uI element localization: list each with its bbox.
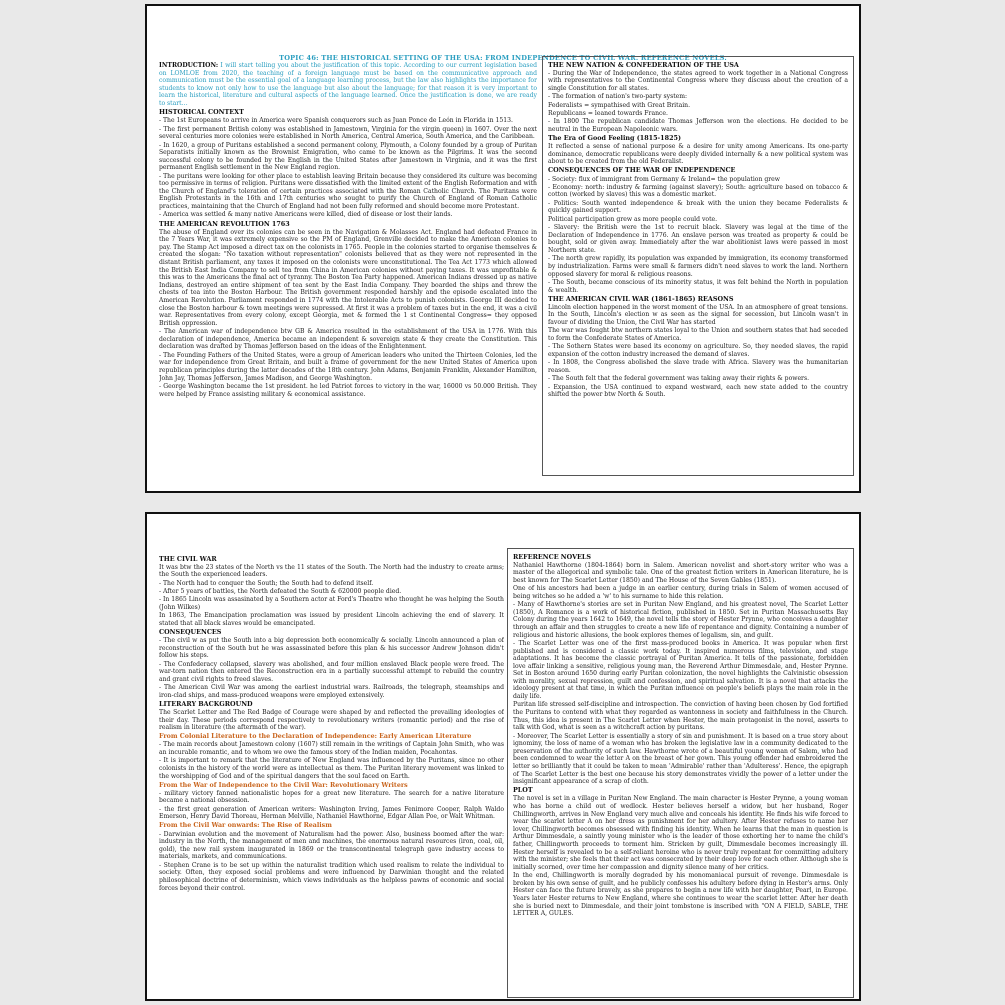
paragraph: - America was settled & many native Americans were killed, died of disease or lost their lands. xyxy=(159,211,453,219)
section-heading: LITERARY BACKGROUND xyxy=(159,699,253,708)
paragraph: Republicans = leaned towards France. xyxy=(548,109,668,117)
paragraph: Political participation grew as more people could vote. xyxy=(548,215,718,223)
paragraph: It was btw the 23 states of the North vs the 11 states of the South. The North had the industry to create arms; the South the experienced leaders. xyxy=(159,563,504,579)
paragraph: - The Scarlet Letter was one of the first mass-produced books in America. It was popular when first published and is considered a classic work today. It inspired numerous films, television, and stage adaptations. It has become the classic portrayal of Puritan America. It tells of the passionate, forbidden love affair linking a sensitive, religious young man, the Reverend Arthur Dimmesdale, and, Hester Prynne. Set in Boston around 1650 during early Puritan colonization, the novel highlights the Calvinistic obsession with morality, sexual repression, guilt and confession, and spiritual salvation. It is a novel that attacks the ideology present at that time, in which the Puritan influence on people's beliefs plays the main role in the daily life. xyxy=(513,639,848,701)
paragraph: - The north grew rapidly, its population was expanded by immigration, its economy transformed by industrialization. Farms were small & farmers didn't need slaves to work the land. Northern opposed slavery for moral & religious reasons. xyxy=(548,255,848,278)
paragraph: - Darwinian evolution and the movement of Naturalism had the power. Also, business boomed after the war: industry in the North, the management of men and machines, the enormous natural resources (iron, coal, oil, gold), the new rail system inaugurated in 1869 or the transcontinental telegraph gave industry access to materials, markets, and communications. xyxy=(159,830,504,861)
paragraph: - Stephen Crane is to be set up within the naturalist tradition which used realism to relate the individual to society. Often, they exposed social problems and were influenced by Darwinian thought and the related philosophical doctrine of determinism, which views individuals as the helpless pawns of economic and social forces beyond their control. xyxy=(159,861,504,892)
paragraph: - The Confederacy collapsed, slavery was abolished, and four million enslaved Black people were freed. The war-torn nation then entered the Reconstruction era in a partially successful attempt to rebuild the country and grant civil rights to freed slaves. xyxy=(159,660,504,683)
paragraph: - In 1808, the Congress abolished the slave trade with Africa. Slavery was the humanitarian reason. xyxy=(548,359,848,374)
section-heading: THE AMERICAN REVOLUTION 1763 xyxy=(159,219,290,228)
section-heading: THE AMERICAN CIVIL WAR (1861-1865) REASONS xyxy=(548,294,734,303)
right-column xyxy=(542,56,854,476)
paragraph: - Economy: north: industry & farming (against slavery); South: agriculture based on tobacco & cotton (worked by slaves) this was a domestic market. xyxy=(548,183,848,199)
paragraph: - The South felt that the federal government was taking away their rights & powers. xyxy=(548,375,810,383)
left-column xyxy=(159,554,504,996)
section-heading: THE CIVIL WAR xyxy=(159,554,217,563)
paragraph: - George Washington became the 1st president. he led Patriot forces to victory in the war, 16000 vs 50.000 British. They were helped by France assisting military & economical assistance. xyxy=(159,382,537,398)
paragraph: - The civil w as put the South into a big depression both economically & socially. Lincoln announced a plan of reconstruction of the South but he was assassinated before this plan & his successor Andrew Johnson didn't follow his steps. xyxy=(159,637,504,660)
section-subheading: From the Civil War onwards: The Rise of Realism xyxy=(159,822,332,830)
paragraph: - Expansion, the USA continued to expand westward, each new state added to the country shifted the power btw North & South. xyxy=(548,383,848,399)
paragraph: - The puritans were looking for other place to establish leaving Britain because they considered its culture was becoming too permissive in terms of religion. Puritans were dissatisfied with the limited extent of the English Reformation and with the Church of England's toleration of certain practices associated with the Roman Catholic Church. The Puritans were English Protestants in the 16th and 17th centuries who sought to purify the Church of England of Roman Catholic practices, maintaining that the Church of England had not been fully reformed and should become more Protestant. xyxy=(159,172,537,211)
introduction-label: INTRODUCTION: xyxy=(159,62,219,69)
paragraph: - The first permanent British colony was established in Jamestown, Virginia for the virgin queen) in 1607. Over the next several centuries more colonies were established in North America, Central America, South America, and the Caribbean. xyxy=(159,125,537,141)
paragraph: Puritan life stressed self-discipline and introspection. The conviction of having been chosen by God fortified the Puritans to contend with what they regarded as wantonness in society and faithfulness in the Church. Thus, this idea is present in The Scarlet Letter when Hester, the main protagonist in the novel, asserts to talk with God, what is seen as a witchcraft action by puritans. xyxy=(513,701,848,732)
section-heading: CONSEQUENCES xyxy=(159,628,222,637)
introduction-text: I will start telling you about the justification of this topic. According to our current legislation based on LOMLOE from 2020, the teaching of a foreign language must be based on the communicative approach and communication must be the essential goal of a language learning process, but the law also highlights the importance for students to know not only how to use the language but also about the language; for that reason it is very important to learn the historical, literature and cultural aspects of the language learned. Once the justification is done, we are ready to start… xyxy=(159,62,537,107)
paragraph: One of his ancestors had been a judge in an earlier century, during trials in Salem of women accused of being witches so he added a 'w' to his surname to hide this relation. xyxy=(513,585,848,600)
section-subheading: From Colonial Literature to the Declaration of Independence: Early American Literature xyxy=(159,733,472,741)
paragraph: - The South, became conscious of its minority status, it was felt behind the North in population & wealth. xyxy=(548,279,848,294)
paragraph: - In 1865 Lincoln was assasinated by a Southern actor at Ford's Theatre who thought he was helping the South (John Wilkes) xyxy=(159,596,504,611)
paragraph: The war was fought btw northern states loyal to the Union and southern states that had seceded to form the Confederate States of America. xyxy=(548,327,848,342)
paragraph: Federalists = sympathised with Great Britain. xyxy=(548,101,691,109)
paragraph: - The 1st Europeans to arrive in America were Spanish conquerors such as Juan Ponce de León in Florida in 1513. xyxy=(159,117,513,125)
paragraph: - During the War of Independence, the states agreed to work together in a National Congress with representatives to the Continental Congress where they discuss about the creation of a single Constitution for all states. xyxy=(548,69,848,92)
paragraph: - Society: flux of immigrant from Germany & Ireland= the population grew xyxy=(548,175,780,183)
section-heading: HISTORICAL CONTEXT xyxy=(159,108,244,117)
paragraph: The abuse of England over its colonies can be seen in the Navigation & Molasses Act. England had defeated France in the 7 Years War, it was extremely expensive so the PM of England, Grenville decided to make the American colonies to pay. The Stamp Act imposed a direct tax on the colonists in 1765. People in the colonies started to organise themselves & created the slogan: "No taxation without representation" colonists believed that as they were not represented in the distant British parliament, any taxes it imposed on the colonists were unconstitutional. The Tea Act 1773 which allowed the British East India Company to sell tea from China in American colonies without paying taxes. It was unprofitable & this was to the Americans the final act of tyranny. The Boston Tea Party happened. American Indians dressed up as native Indians, destroyed an entire shipment of tea sent by the East India Company. They boarded the ships and threw the chests of tea into the Boston Harbour. The British government responded harshly and the episode escalated into the American Revolution. Parliament responded in 1774 with the Intolerable Acts to punish colonists. George III decided to close the Boston harbour & town meetings were supressed. At first it was a problem of taxes but in the end, it was a civil war. Representatives from every colony, except Georgia, met & formed the 1 st Continental Congress= they opposed British oppression. xyxy=(159,228,537,327)
paragraph: It reflected a sense of national purpose & a desire for unity among Americans. Its one-party dominance, democratic republicans were deeply divided internally & a new political system was about to be created from the old Federalist. xyxy=(548,143,848,166)
section-heading: PLOT xyxy=(513,786,533,795)
paragraph: - military victory fanned nationalistic hopes for a great new literature. The search for a native literature became a national obsession. xyxy=(159,789,504,805)
paragraph: In 1863, The Emancipation proclamation was issued by president Lincoln achieving the end of slavery. It stated that all black slaves would be emancipated. xyxy=(159,612,504,627)
paragraph: - In 1620, a group of Puritans established a second permanent colony, Plymouth, a Colony founded by a group of Puritan Separatists initially known as the Brownist Emigration, who came to be known as the Pilgrims. It was the second successful colony to be founded by the English in the United States after Jamestown in Virginia, and it was the first permanent English settlement in the New England region. xyxy=(159,141,537,172)
section-subheading: From the War of Independence to the Civil War: Revolutionary Writers xyxy=(159,781,408,789)
paragraph: - The American Civil War was among the earliest industrial wars. Railroads, the telegraph, steamships and iron-clad ships, and mass-produced weapons were employed extensively. xyxy=(159,684,504,699)
document-page-1 xyxy=(145,4,861,493)
paragraph: - After 5 years of battles, the North defeated the South & 620000 people died. xyxy=(159,587,402,595)
paragraph: - The main records about Jamestown colony (1607) still remain in the writings of Captain John Smith, who was an incurable romantic, and to whom we owe the famous story of the Indian maiden, Pocahontas. xyxy=(159,741,504,757)
paragraph: - The North had to conquer the South; the South had to defend itself. xyxy=(159,579,374,587)
section-heading: REFERENCE NOVELS xyxy=(513,552,592,561)
paragraph: The Scarlet Letter and The Red Badge of Courage were shaped by and reflected the prevailing ideologies of their day. These periods correspond respectively to revolutionary writers (romantic period) and the rise of realism in literature (the aftermath of the war). xyxy=(159,709,504,732)
section-heading: THE NEW NATION & CONFEDERATION OF THE USA xyxy=(548,60,739,69)
paragraph: - Politics: South wanted independence & break with the union they became Federalists & quickly gained support. xyxy=(548,199,848,215)
paragraph: - The Sothern States were based its economy on agriculture. So, they needed slaves, the rapid expansion of the cotton industry increased the demand of slaves. xyxy=(548,343,848,358)
paragraph: - In 1800 The republican candidate Thomas Jefferson won the elections. He decided to be neutral in the European Napoleonic wars. xyxy=(548,118,848,133)
page-title: TOPIC 46: THE HISTORICAL SETTING OF THE USA: FROM INDEPENDENCE TO CIVIL WAR. REFERENCE NOVELS. xyxy=(279,54,727,62)
document-page-2 xyxy=(145,512,861,1001)
section-heading: The Era of Good Feeling (1815-1825) xyxy=(548,134,681,143)
paragraph: - The formation of nation's two-party system: xyxy=(548,93,688,101)
paragraph: Nathaniel Hawthorne (1804-1864) born in Salem. American novelist and short-story writer who was a master of the allegorical and symbolic tale. One of the greatest fiction writers in American literature, he is best known for The Scarlet Letter (1850) and The House of the Seven Gables (1851). xyxy=(513,561,848,584)
paragraph: - It is important to remark that the literature of New England was influenced by the Puritans, since no other colonists in the history of the world were as intellectual as them. The Puritan literary movement was linked to the worshipping of God and of the spiritual dangers that the soul faced on Earth. xyxy=(159,757,504,780)
introduction-paragraph xyxy=(159,62,537,108)
paragraph: - the first great generation of American writers: Washington Irving, James Fenimore Cooper, Ralph Waldo Emerson, Henry David Thoreau, Herman Melville, Nathaniel Hawthorne, Edgar Allan Poe, or Walt Whitman. xyxy=(159,805,504,821)
section-heading: CONSEQUENCES OF THE WAR OF INDEPENDENCE xyxy=(548,166,736,175)
paragraph: The novel is set in a village in Puritan New England. The main character is Hester Prynne, a young woman who has borne a child out of wedlock. Hester believes herself a widow, but her husband, Roger Chillingworth, arrives in New England very much alive and conceals his identity. He finds his wife forced to wear the scarlet letter A on her dress as punishment for her adultery. After Hester refuses to name her lover, Chillingworth becomes obsessed with finding his identity. When he learns that the man in question is Arthur Dimmesdale, a saintly young minister who is the leader of those exhorting her to name the child's father, Chillingworth proceeds to torment him. Stricken by guilt, Dimmesdale becomes increasingly ill. Hester herself is revealed to be a self-reliant heroine who is never truly repentant for committing adultery with the minister; she feels that their act was consecrated by their deep love for each other. Although she is initially scorned, over time her compassion and dignity silence many of her critics. xyxy=(513,795,848,871)
paragraph: - Slavery: the British were the 1st to recruit black. Slavery was legal at the time of the Declaration of Independence in 1776. An enslave person was treated as property & could be bought, sold or given away. Immediately after the war abolitionist laws were passed in most Northern state. xyxy=(548,224,848,255)
paragraph: - Many of Hawthorne's stories are set in Puritan New England, and his greatest novel, The Scarlet Letter (1850), A Romance is a work of historical fiction, published in 1850. Set in Puritan Massachusetts Bay Colony during the years 1642 to 1649, the novel tells the story of Hester Prynne, who conceives a daughter through an affair and then struggles to create a new life of repentance and dignity. Containing a number of religious and historic allusions, the book explores themes of legalism, sin, and guilt. xyxy=(513,601,848,639)
right-column xyxy=(507,548,854,998)
paragraph: In the end, Chillingworth is morally degraded by his monomaniacal pursuit of revenge. Dimmesdale is broken by his own sense of guilt, and he publicly confesses his adultery before dying in Hester's arms. Only Hester can face the future bravely, as she prepares to begin a new life with her daughter, Pearl, in Europe. Years later Hester returns to New England, where she continues to wear the scarlet letter. After her death she is buried next to Dimmesdale, and their joint tombstone is inscribed with "ON A FIELD, SABLE, THE LETTER A, GULES. xyxy=(513,872,848,918)
left-column xyxy=(159,62,537,482)
paragraph: - The Founding Fathers of the United States, were a group of American leaders who united the Thirteen Colonies, led the war for independence from Great Britain, and built a frame of government for the new United States of America upon republican principles during the latter decades of the 18th century. John Adams, Benjamin Franklin, Alexander Hamilton, John Jay, Thomas Jefferson, James Madison, and George Washington. xyxy=(159,351,537,382)
paragraph: - The American war of independence btw GB & America resulted in the establishment of the USA in 1776. With this declaration of independence, America became an independent & sovereign state & they create the Constitution. This declaration was drafted by Thomas Jefferson based on the ideas of the Enlightenment. xyxy=(159,328,537,351)
paragraph: - Moreover, The Scarlet Letter is essentially a story of sin and punishment. It is based on a true story about ignominy, the loss of name of a woman who has broken the legislative law in a community dedicated to the preservation of the authority of such law. Hawthorne wrote of a beautiful young woman of Salem, who had been condemned to wear the letter A on the breast of her gown. This young offender had embroidered the letter so brilliantly that it could be taken to mean 'Admirable' rather than 'Adulteress'. Hence, the epigraph of The Scarlet Letter is the best one because his story demonstrates vividly the power of a letter under the insignificant appearance of a scrap of cloth. xyxy=(513,732,848,786)
paragraph: Lincoln election happened in the worst moment of the USA. In an atmosphere of great tensions. In the South, Lincoln's election w as seen as the signal for secession, but Lincoln wasn't in favour of dividing the Union, the Civil War has started xyxy=(548,303,848,326)
